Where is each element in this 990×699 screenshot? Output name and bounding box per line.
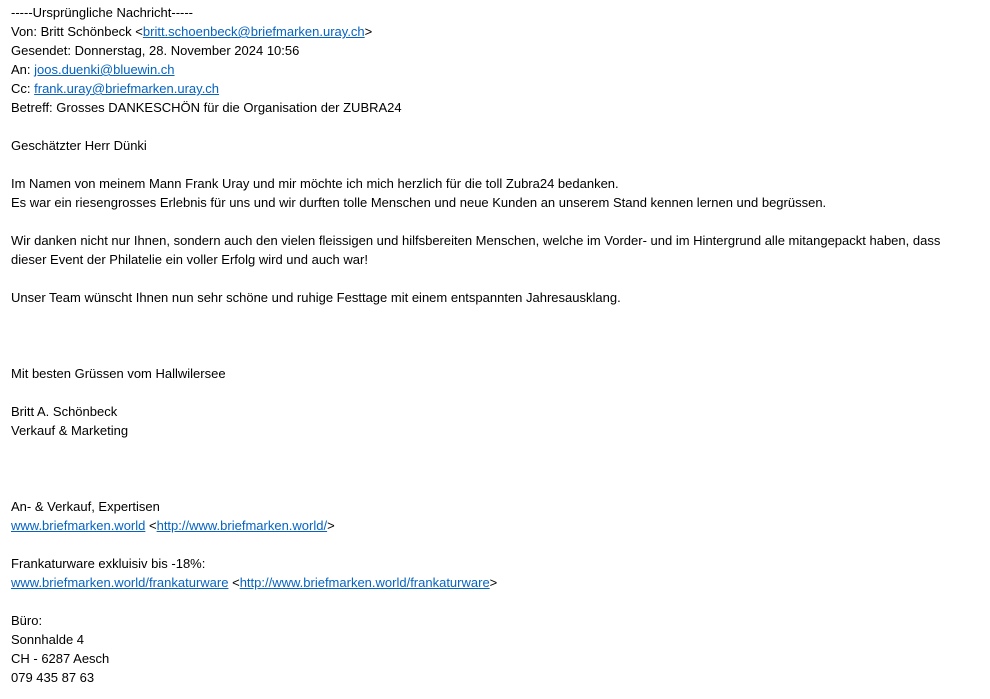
- signature-role: Verkauf & Marketing: [11, 423, 129, 438]
- spacer: [11, 535, 990, 554]
- offer-open: <: [228, 575, 240, 590]
- to-email-link[interactable]: joos.duenki@bluewin.ch: [34, 62, 175, 77]
- signature-name: Britt A. Schönbeck: [11, 404, 118, 419]
- cc-label: Cc:: [11, 81, 35, 96]
- spacer: [11, 307, 990, 326]
- salutation: Geschätzter Herr Dünki: [11, 138, 147, 153]
- original-message-separator: -----Ursprüngliche Nachricht-----: [11, 5, 194, 20]
- closing: Mit besten Grüssen vom Hallwilersee: [11, 366, 226, 381]
- website-link[interactable]: www.briefmarken.world: [11, 518, 146, 533]
- spacer: [11, 269, 990, 288]
- to-line: [11, 60, 990, 79]
- paragraph-3: Unser Team wünscht Ihnen nun sehr schöne und ruhige Festtage mit einem entspannten Jahresausklang.: [11, 290, 621, 305]
- office-phone: 079 435 87 63: [11, 670, 95, 685]
- paragraph-1-line-1: Im Namen von meinem Mann Frank Uray und mir möchte ich mich herzlich für die toll Zubra24 bedanken.: [11, 176, 619, 191]
- website-url-link[interactable]: http://www.briefmarken.world/: [156, 518, 328, 533]
- spacer: [11, 592, 990, 611]
- subject-line: Betreff: Grosses DANKESCHÖN für die Organisation der ZUBRA24: [11, 100, 402, 115]
- to-label: An:: [11, 62, 35, 77]
- from-email-link[interactable]: britt.schoenbeck@briefmarken.uray.ch: [142, 24, 365, 39]
- spacer: [11, 326, 990, 345]
- spacer: [11, 459, 990, 478]
- paragraph-2-line-1: Wir danken nicht nur Ihnen, sondern auch den vielen fleissigen und hilfsbereiten Menschen, welche im Vorder- und im Hintergrund alle mitangepackt haben, dass: [11, 233, 941, 248]
- offer-close: >: [489, 575, 498, 590]
- from-close: >: [364, 24, 373, 39]
- cc-line: [11, 79, 990, 98]
- cc-email-link[interactable]: frank.uray@briefmarken.uray.ch: [34, 81, 220, 96]
- from-label: Von:: [11, 24, 41, 39]
- signature-services: An- & Verkauf, Expertisen: [11, 499, 160, 514]
- paragraph-1-line-2: Es war ein riesengrosses Erlebnis für uns und wir durften tolle Menschen und neue Kunden an unserem Stand kennen lernen und begrüssen.: [11, 195, 827, 210]
- paragraph-2-line-2: dieser Event der Philatelie ein voller Erfolg wird und auch war!: [11, 252, 368, 267]
- from-name: Britt Schönbeck <: [40, 24, 143, 39]
- website-line: [11, 516, 990, 535]
- spacer: [11, 478, 990, 497]
- offer-link[interactable]: www.briefmarken.world/frankaturware: [11, 575, 229, 590]
- offer-url-link[interactable]: http://www.briefmarken.world/frankaturware: [239, 575, 490, 590]
- office-label: Büro:: [11, 613, 43, 628]
- spacer: [11, 155, 990, 174]
- website-close: >: [327, 518, 335, 533]
- office-city: CH - 6287 Aesch: [11, 651, 110, 666]
- sent-line: Gesendet: Donnerstag, 28. November 2024 10:56: [11, 43, 300, 58]
- from-line: [11, 22, 990, 41]
- spacer: [11, 383, 990, 402]
- office-street: Sonnhalde 4: [11, 632, 85, 647]
- spacer: [11, 345, 990, 364]
- spacer: [11, 212, 990, 231]
- spacer: [11, 440, 990, 459]
- website-open: <: [145, 518, 157, 533]
- offer-link-line: [11, 573, 990, 592]
- spacer: [11, 117, 990, 136]
- offer-line: Frankaturware exkluisiv bis -18%:: [11, 556, 206, 571]
